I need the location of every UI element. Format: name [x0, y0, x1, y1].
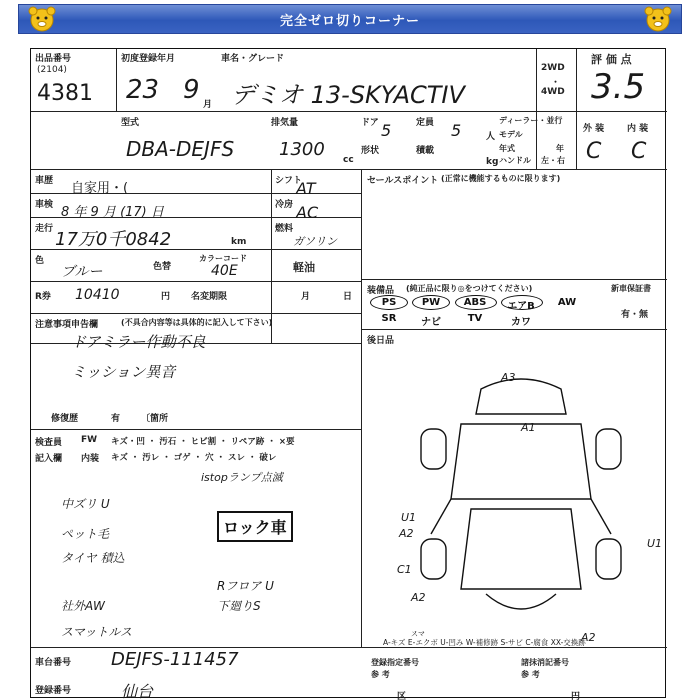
shape-label: 形状 [361, 146, 380, 156]
color-value: ブルー [61, 264, 103, 280]
equip-abs: ABS [463, 297, 487, 308]
diagram-mark-u1-right: U1 [647, 537, 663, 550]
rear-label: 後日品 [367, 336, 395, 346]
lock-stamp: ロック車 [217, 511, 293, 542]
legend-row-1: キズ・凹 ・ 汚石 ・ ヒビ割 ・ リペア跡 ・ ×要 [111, 437, 295, 447]
diagram-mark-a2-rear: A2 [411, 591, 426, 604]
car-name: デミオ 13-SKYACTIV [231, 81, 465, 109]
reg-no-label: 登録番号 [35, 686, 72, 696]
reg-type-sub: 参 考 [371, 670, 390, 679]
mileage-value: 17万0千0842 [55, 229, 172, 250]
equip-circle-ps [370, 295, 408, 310]
color-code-label2: カラーコード [199, 254, 247, 263]
warranty-value: 有・無 [621, 310, 649, 320]
model-value: DBA-DEJFS [126, 137, 235, 161]
equip-ps: PS [381, 297, 397, 308]
inspection-value: 8 年 9 月 (17) 日 [61, 205, 164, 220]
banner-title: 完全ゼロ切りコーナー [279, 13, 420, 29]
model-change-label: モデル [499, 130, 523, 139]
sales-point-sub: (正常に機能するものに限ります) [441, 174, 561, 183]
auction-sheet [30, 48, 666, 698]
equip-sub: (純正品に限り◎をつけてください) [406, 284, 533, 293]
seat-unit: 人 [486, 132, 496, 142]
diagram-mark-a1: A1 [521, 421, 536, 434]
interior-label: 内装 [81, 454, 100, 464]
memo-6: Rフロア U [217, 579, 274, 593]
seat-value: 5 [451, 121, 462, 140]
diagram-legend: A-キズ E-エクボ U-凹み W-補修跡 S-サビ C-腐食 XX-交換跡 [383, 638, 586, 647]
t-label: 円 [571, 692, 581, 700]
repair-label: 修復歴 [51, 414, 79, 424]
shift-value: AT [296, 179, 316, 198]
r-label: R券 [35, 292, 51, 302]
car-diagram [391, 369, 651, 639]
load-label: 積載 [416, 146, 435, 156]
seat-label: 定員 [416, 118, 435, 128]
equip-navi: ナビ [421, 317, 441, 328]
ext-grade: C [586, 139, 602, 164]
sales-point-label: セールスポイント [367, 176, 439, 186]
dealer-label: ディーラー・並行 [499, 116, 563, 125]
fw-label: FW [81, 435, 98, 445]
car-no-label: 車台番号 [35, 658, 72, 668]
model-label: 型式 [121, 118, 140, 128]
drive-4wd: 4WD [541, 87, 565, 97]
equip-tv: TV [467, 313, 483, 324]
history-label: 車歴 [35, 176, 54, 186]
bear-mascot-icon [638, 4, 678, 34]
fuel-diesel: 軽油 [293, 261, 315, 274]
equip-label: 装備品 [367, 286, 395, 296]
memo-2: ペット毛 [61, 527, 110, 541]
diagram-small-label: スマ [411, 630, 425, 638]
fuel-label: 燃料 [275, 224, 294, 234]
notes-label: 注意事項申告欄 [35, 320, 99, 330]
equip-aw: AW [557, 297, 577, 308]
fuel-gas: ガソリン [293, 235, 337, 248]
score-value: 3.5 [591, 67, 646, 107]
ticket-label: 諸抹消記番号 [521, 658, 569, 667]
load-unit: kg [486, 157, 499, 167]
color-code-label: 色替 [153, 262, 172, 272]
lot-label: 出品番号 [35, 54, 72, 64]
equip-sr: SR [381, 313, 397, 324]
disp-label: 排気量 [271, 118, 299, 128]
color-code-value: 40E [211, 263, 238, 279]
lot-sub: (2104) [37, 65, 67, 75]
name-label: 車名・グレード [221, 54, 285, 64]
memo-5: スマットルス [61, 625, 132, 639]
note-line-2: ミッション異音 [71, 363, 176, 381]
memo-4: 社外AW [61, 599, 105, 613]
int-label: 内 装 [627, 124, 649, 134]
door-value: 5 [381, 121, 392, 140]
diagram-mark-a2-left: A2 [399, 527, 414, 540]
memo-7: 下廻りS [217, 599, 261, 613]
note-line-1: ドアミラー作動不良 [71, 333, 206, 351]
first-reg-label: 初度登録年月 [121, 54, 176, 64]
door-label: ドア [361, 118, 379, 128]
mileage-label: 走行 [35, 224, 54, 234]
repair-value: 有 [111, 414, 121, 424]
inspection-label: 車検 [35, 200, 54, 210]
car-no-value: DEJFS-111457 [111, 649, 239, 670]
history-value: 自家用・( [71, 181, 129, 196]
first-reg-month: 9 [183, 75, 200, 105]
c-label: 区 [397, 692, 407, 700]
score-label: 評 価 点 [591, 53, 632, 66]
equip-leather: カワ [511, 317, 531, 328]
diagram-mark-a2-bottom: A2 [581, 631, 596, 644]
diagram-mark-a3: A3 [501, 371, 516, 384]
ticket-sub: 参 考 [521, 670, 540, 679]
diagram-mark-c1: C1 [397, 563, 412, 576]
warranty-label: 新車保証書 [611, 284, 651, 293]
equip-pw: PW [421, 297, 441, 308]
memo-3: タイヤ 積込 [61, 551, 125, 565]
bear-mascot-icon [22, 4, 62, 34]
handle-label: ハンドル [499, 156, 531, 165]
color-label: 色 [35, 256, 45, 266]
handle-value: 左・右 [541, 156, 565, 165]
month-unit: 月 [203, 100, 213, 110]
notes-sub: (不具合内容等は具体的に記入して下さい) [121, 318, 273, 327]
drive-2wd: 2WD [541, 63, 565, 73]
day-label2: 日 [343, 292, 353, 302]
equip-circle-airbag [501, 295, 543, 310]
equip-circle-abs [455, 295, 497, 310]
name-change-label: 名変期限 [191, 292, 228, 302]
drive-dot: ・ [551, 78, 561, 88]
lot-number: 4381 [37, 81, 93, 106]
record-label: 記入欄 [35, 454, 63, 464]
first-reg-year: 23 [126, 75, 160, 105]
disp-unit: cc [343, 155, 354, 165]
memo-top: istopランプ点滅 [201, 471, 283, 484]
reg-type-label: 登録指定番号 [371, 658, 419, 667]
r-unit: 円 [161, 292, 171, 302]
legend-row-2: キズ ・ 汚レ ・ ゴゲ ・ 穴 ・ スレ ・ 破レ [111, 453, 277, 463]
reg-no-value: 仙台 [121, 682, 154, 700]
diagram-mark-u1-left: U1 [401, 511, 417, 524]
equip-airbag: エアB [507, 301, 535, 312]
year-label: 年式 [499, 144, 515, 153]
ac-value: AC [296, 203, 319, 222]
int-grade: C [631, 139, 647, 164]
memo-1: 中ズリ U [61, 497, 110, 511]
equip-circle-pw [412, 295, 450, 310]
month-label2: 月 [301, 292, 311, 302]
year-unit: 年 [556, 144, 564, 153]
ext-label: 外 装 [583, 124, 605, 134]
r-value: 10410 [75, 287, 120, 303]
header-banner [18, 4, 682, 34]
ac-label: 冷房 [275, 200, 294, 210]
disp-value: 1300 [279, 139, 325, 160]
repair-part: 〔箇所 [141, 414, 169, 424]
mileage-unit: km [231, 237, 247, 247]
inspector-label: 検査員 [35, 438, 63, 448]
shift-label: シフト [275, 176, 303, 186]
